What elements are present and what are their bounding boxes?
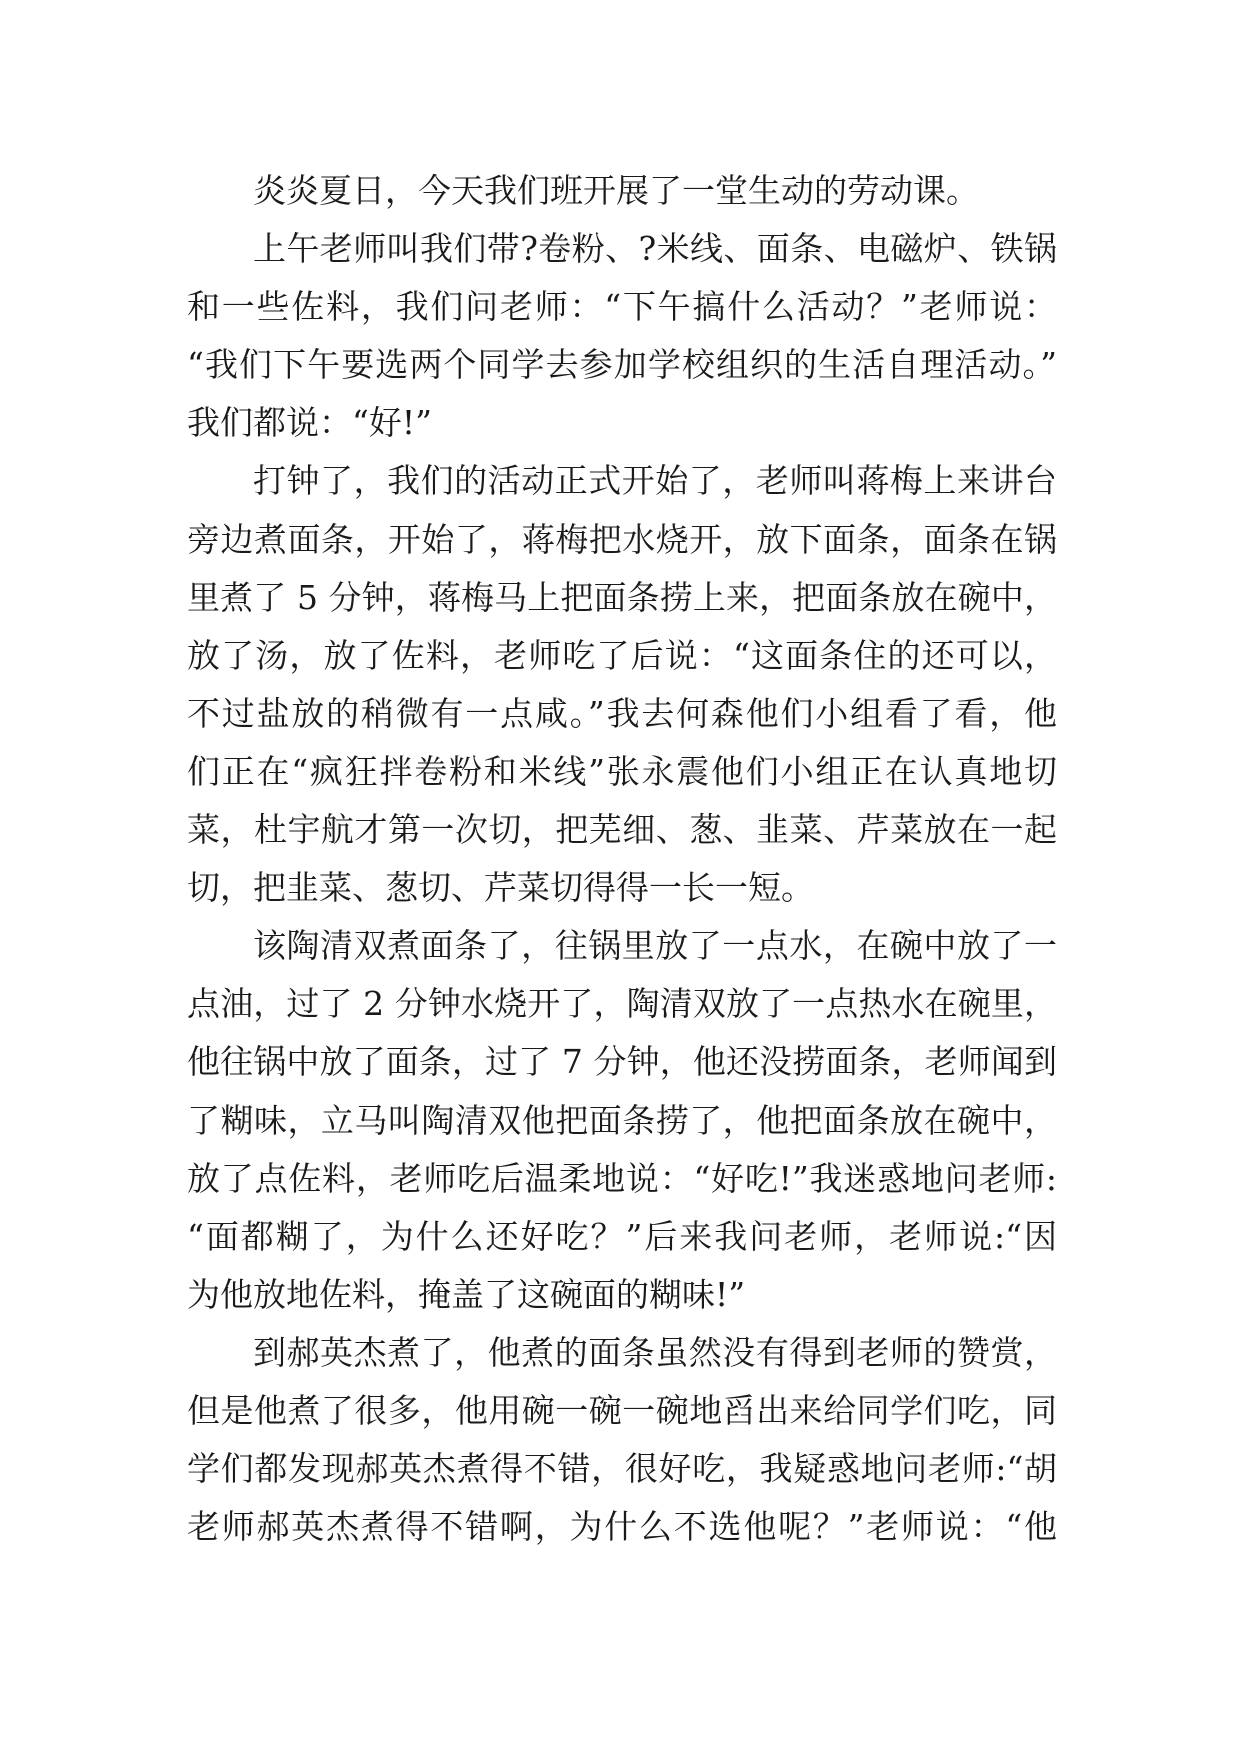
text-line: 炎炎夏日，今天我们班开展了一堂生动的劳动课。 — [253, 171, 979, 210]
text-line: 放了汤，放了佐料，老师吃了后说：“这面条住的还可以， — [187, 635, 1057, 675]
text-line: 旁边煮面条，开始了，蒋梅把水烧开，放下面条，面条在锅 — [187, 519, 1057, 559]
text-line: 和一些佐料，我们问老师：“下午搞什么活动？”老师说： — [187, 287, 1057, 327]
text-line: 不过盐放的稍微有一点咸。”我去何森他们小组看了看，他 — [187, 693, 1057, 733]
text-line: “我们下午要选两个同学去参加学校组织的生活自理活动。” — [187, 345, 1057, 385]
text-line: 该陶清双煮面条了，往锅里放了一点水，在碗中放了一 — [253, 926, 1057, 966]
text-line: 上午老师叫我们带?卷粉、?米线、面条、电磁炉、铁锅 — [253, 229, 1057, 269]
text-line: 到郝英杰煮了，他煮的面条虽然没有得到老师的赞赏， — [253, 1332, 1057, 1372]
body-text — [187, 162, 1057, 1556]
text-line: 们正在“疯狂拌卷粉和米线”张永震他们小组正在认真地切 — [187, 751, 1057, 791]
text-line: 老师郝英杰煮得不错啊，为什么不选他呢？”老师说：“他 — [187, 1507, 1057, 1547]
text-line: 点油，过了 2 分钟水烧开了，陶清双放了一点热水在碗里， — [187, 984, 1057, 1024]
text-line: 为他放地佐料，掩盖了这碗面的糊味!” — [187, 1274, 746, 1314]
text-line: 但是他煮了很多，他用碗一碗一碗地舀出来给同学们吃，同 — [187, 1390, 1057, 1430]
text-line: 打钟了，我们的活动正式开始了，老师叫蒋梅上来讲台 — [253, 461, 1057, 501]
text-line: 切，把韭菜、葱切、芹菜切得得一长一短。 — [187, 868, 814, 908]
text-line: 学们都发现郝英杰煮得不错，很好吃，我疑惑地问老师:“胡 — [187, 1449, 1057, 1489]
text-line: 放了点佐料，老师吃后温柔地说：“好吃!”我迷惑地问老师: — [187, 1158, 1057, 1198]
text-line: 菜，杜宇航才第一次切，把芜细、葱、韭菜、芹菜放在一起 — [187, 810, 1057, 850]
text-line: “面都糊了，为什么还好吃？”后来我问老师，老师说:“因 — [187, 1216, 1057, 1256]
text-line: 我们都说：“好!” — [187, 403, 433, 443]
text-line: 他往锅中放了面条，过了 7 分钟，他还没捞面条，老师闻到 — [187, 1042, 1057, 1082]
text-line: 里煮了 5 分钟，蒋梅马上把面条捞上来，把面条放在碗中， — [187, 577, 1057, 617]
text-line: 了糊味，立马叫陶清双他把面条捞了，他把面条放在碗中， — [187, 1100, 1057, 1140]
